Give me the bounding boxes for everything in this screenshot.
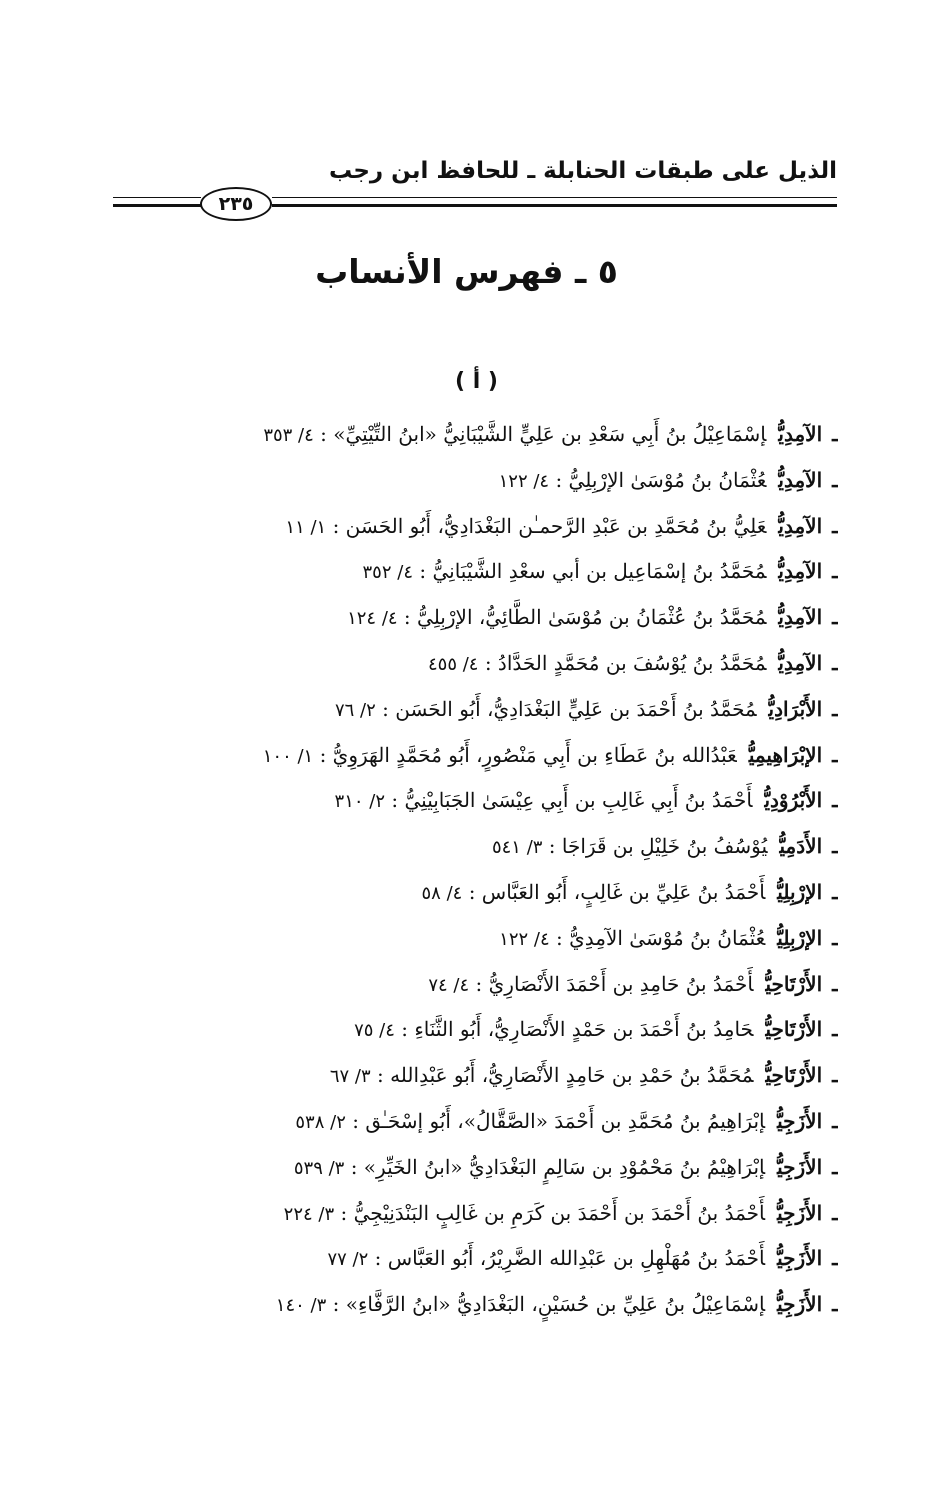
entry-name: إسْمَاعِيْلُ بنُ أَبِي سَعْدِ بن عَلِيٍّ الشَّيْبَانِيُّ «ابنُ التِّيْتِيِّ» : xyxy=(320,422,767,446)
header-rule-bottom xyxy=(272,204,837,207)
entry-name: أَحْمَدُ بنُ أَحْمَدَ بن أَحْمَدَ بن كَرَمِ بن غَالِبٍ البَنْدَنِيْجِيُّ : xyxy=(340,1200,766,1225)
index-entry xyxy=(98,778,838,824)
entry-nisba: الأَزَجِيُّ xyxy=(777,1154,823,1179)
index-entry xyxy=(98,504,838,550)
entry-dash: ـ xyxy=(832,1292,838,1317)
entry-dash: ـ xyxy=(832,834,838,859)
index-entry xyxy=(98,595,838,641)
entry-ref: ٤/ ١٢٢ xyxy=(499,928,550,950)
entry-ref: ٣/ ٥٣٩ xyxy=(293,1157,345,1179)
entry-ref: ٢/ ٥٣٨ xyxy=(295,1111,346,1133)
entry-name: عَبْدُالله بنُ عَطَاءِ بن أَبِي مَنْصُورٍ، أَبُو مُحَمَّدٍ الهَرَوِيُّ : xyxy=(319,742,737,767)
index-entry xyxy=(98,1053,838,1099)
index-entry xyxy=(98,916,838,962)
entry-nisba: الآمِدِيُّ xyxy=(778,513,823,538)
entry-nisba: الأَرْتَاحِيُّ xyxy=(765,971,823,996)
entry-dash: ـ xyxy=(832,467,838,492)
index-entry xyxy=(98,870,838,916)
letter-heading: ( أ ) xyxy=(455,369,498,394)
index-entry xyxy=(98,1282,838,1328)
entry-name: مُحَمَّدُ بنُ أَحْمَدَ بن عَلِيٍّ البَغْدَادِيُّ، أَبُو الحَسَن : xyxy=(382,696,757,721)
entry-nisba: الأَبْرَادِيُّ xyxy=(768,696,823,721)
entry-name: إسْمَاعِيْلُ بنُ عَلِيِّ بن حُسَيْنٍ، البَغْدَادِيُّ «ابنُ الرَّفَّاءِ» : xyxy=(332,1292,766,1317)
entry-dash: ـ xyxy=(832,696,838,721)
entry-dash: ـ xyxy=(832,650,838,675)
entry-dash: ـ xyxy=(832,879,838,904)
entry-nisba: الأَرْتَاحِيُّ xyxy=(765,1063,823,1088)
entry-dash: ـ xyxy=(832,1200,838,1225)
index-entry xyxy=(98,824,838,870)
entry-ref: ٤/ ١٢٤ xyxy=(347,608,398,630)
index-entry xyxy=(98,1099,838,1145)
index-entry xyxy=(98,549,838,595)
entry-ref: ٢/ ٧٧ xyxy=(327,1249,369,1271)
entry-name: مُحَمَّدُ بنُ حَمْدِ بن حَامِدٍ الأَنْصَارِيُّ، أَبُو عَبْدِالله : xyxy=(376,1063,754,1088)
entry-ref: ١/ ١٠٠ xyxy=(262,745,314,767)
entry-ref: ٤/ ٧٥ xyxy=(354,1020,395,1042)
entry-dash: ـ xyxy=(832,1017,838,1042)
entry-nisba: الإرْبِلِيُّ xyxy=(777,879,823,904)
entry-dash: ـ xyxy=(832,1108,838,1133)
header-rule-top xyxy=(272,197,837,198)
entry-nisba: الآمِدِيُّ xyxy=(778,467,823,492)
entry-nisba: الأَرْتَاحِيُّ xyxy=(765,1017,823,1042)
entry-dash: ـ xyxy=(832,788,838,813)
header-rule-left-top xyxy=(113,197,201,198)
entry-dash: ـ xyxy=(832,1063,838,1088)
page-number: ٢٣٥ xyxy=(200,187,272,221)
entry-ref: ٤/ ٥٨ xyxy=(421,882,463,904)
running-header: الذيل على طبقات الحنابلة ـ للحافظ ابن رجب xyxy=(328,158,837,184)
entry-nisba: الأَزَجِيُّ xyxy=(777,1200,823,1225)
entry-dash: ـ xyxy=(832,971,838,996)
entry-ref: ٤/ ٣٥٢ xyxy=(362,562,413,584)
index-entry xyxy=(98,1007,838,1053)
entry-ref: ٣/ ٥٤١ xyxy=(491,837,543,859)
index-entry xyxy=(98,687,838,733)
entry-name: عَلِيُّ بنُ مُحَمَّدِ بن عَبْدِ الرَّحمـٰن البَغْدَادِيُّ، أَبُو الحَسَن : xyxy=(332,513,767,538)
index-entry xyxy=(98,1145,838,1191)
entry-name: أَحْمَدُ بنُ مُهَلْهِلِ بن عَبْدِالله الضَّرِيْرُ، أَبُو العَبَّاس : xyxy=(374,1246,766,1271)
index-entry xyxy=(98,1191,838,1237)
entry-nisba: الأَدَمِيُّ xyxy=(779,834,823,859)
entry-name: أَحْمَدُ بنُ أَبِي غَالِبِ بن أَبِي عِيْسَىٰ الجَبَابِيْنِيُّ : xyxy=(391,788,753,813)
entry-dash: ـ xyxy=(832,559,838,584)
entry-name: مُحَمَّدُ بنُ عُثْمَانُ بن مُوْسَىٰ الطَّائِيُّ، الإرْبِلِيُّ : xyxy=(403,605,767,630)
entry-name: عُثْمَانُ بنُ مُوْسَىٰ الإرْبِلِيُّ : xyxy=(555,467,767,492)
entry-nisba: الآمِدِيُّ xyxy=(778,559,823,584)
entry-name: أَحْمَدُ بنُ عَلِيِّ بن غَالِبٍ، أَبُو العَبَّاس : xyxy=(468,879,766,904)
header-rule-left-bottom xyxy=(113,204,201,207)
index-entry xyxy=(98,412,838,458)
index-entry xyxy=(98,641,838,687)
entry-ref: ٤/ ٤٥٥ xyxy=(427,653,479,675)
entry-ref: ٢/ ٧٦ xyxy=(334,699,376,721)
index-entry xyxy=(98,962,838,1008)
entry-dash: ـ xyxy=(832,1246,838,1271)
index-entry xyxy=(98,1236,838,1282)
entry-name: حَامِدُ بنُ أَحْمَدَ بن حَمْدٍ الأَنْصَارِيُّ، أَبُو الثَّنَاءِ : xyxy=(401,1017,754,1042)
entry-nisba: الأَزَجِيُّ xyxy=(777,1246,823,1271)
entry-ref: ٤/ ٣٥٣ xyxy=(263,425,314,446)
entry-dash: ـ xyxy=(832,1154,838,1179)
entry-name: عُثْمَانُ بنُ مُوْسَىٰ الآمِدِيُّ : xyxy=(556,925,766,950)
entry-nisba: الأَزَجِيُّ xyxy=(777,1108,823,1133)
index-entry xyxy=(98,458,838,504)
entry-nisba: الآمِدِيُّ xyxy=(778,650,823,675)
entry-ref: ٣/ ١٤٠ xyxy=(275,1295,327,1317)
entry-ref: ٣/ ٢٢٤ xyxy=(283,1203,335,1225)
entry-ref: ١/ ١١ xyxy=(285,516,327,538)
entry-dash: ـ xyxy=(832,605,838,630)
section-title: ٥ ـ فهرس الأنساب xyxy=(315,252,618,291)
entry-dash: ـ xyxy=(832,422,838,446)
nisba-index-list xyxy=(98,412,838,1328)
entry-dash: ـ xyxy=(832,742,838,767)
entry-nisba: الأَزَجِيُّ xyxy=(777,1292,823,1317)
entry-ref: ٤/ ٧٤ xyxy=(428,974,470,996)
entry-ref: ٢/ ٣١٠ xyxy=(334,791,386,813)
entry-name: يُوْسُفُ بنُ خَلِيْلِ بن قَرَاجَا : xyxy=(548,834,768,859)
entry-dash: ـ xyxy=(832,925,838,950)
entry-nisba: الإبْرَاهِيمِيُّ xyxy=(748,742,823,767)
entry-nisba: الأَبْرُوْدِيُّ xyxy=(764,788,823,813)
entry-ref: ٣/ ٦٧ xyxy=(329,1066,371,1088)
entry-nisba: الآمِدِيُّ xyxy=(778,605,823,630)
entry-name: مُحَمَّدُ بنُ يُوْسُفَ بن مُحَمَّدٍ الحَدَّادُ : xyxy=(484,650,767,675)
index-entry xyxy=(98,733,838,779)
entry-name: إبْرَاهِيْمُ بنُ مَحْمُوْدِ بن سَالِمٍ البَغْدَادِيُّ «ابنُ الخَيِّرِ» : xyxy=(350,1154,766,1179)
entry-name: مُحَمَّدُ بنُ إسْمَاعِيل بن أبي سعْدِ الشَّيْبَانِيُّ : xyxy=(419,559,767,584)
entry-ref: ٤/ ١٢٢ xyxy=(498,470,550,492)
entry-nisba: الآمِدِيُّ xyxy=(778,422,823,446)
entry-dash: ـ xyxy=(832,513,838,538)
entry-nisba: الإرْبِلِيُّ xyxy=(777,925,823,950)
entry-name: أَحْمَدُ بنُ حَامِدِ بن أَحْمَدَ الأَنْصَارِيُّ : xyxy=(475,971,754,996)
entry-name: إبْرَاهِيمُ بنُ مُحَمَّدِ بن أَحْمَدَ «الصَّقَّالُ»، أَبُو إسْحَـٰق : xyxy=(352,1108,766,1133)
